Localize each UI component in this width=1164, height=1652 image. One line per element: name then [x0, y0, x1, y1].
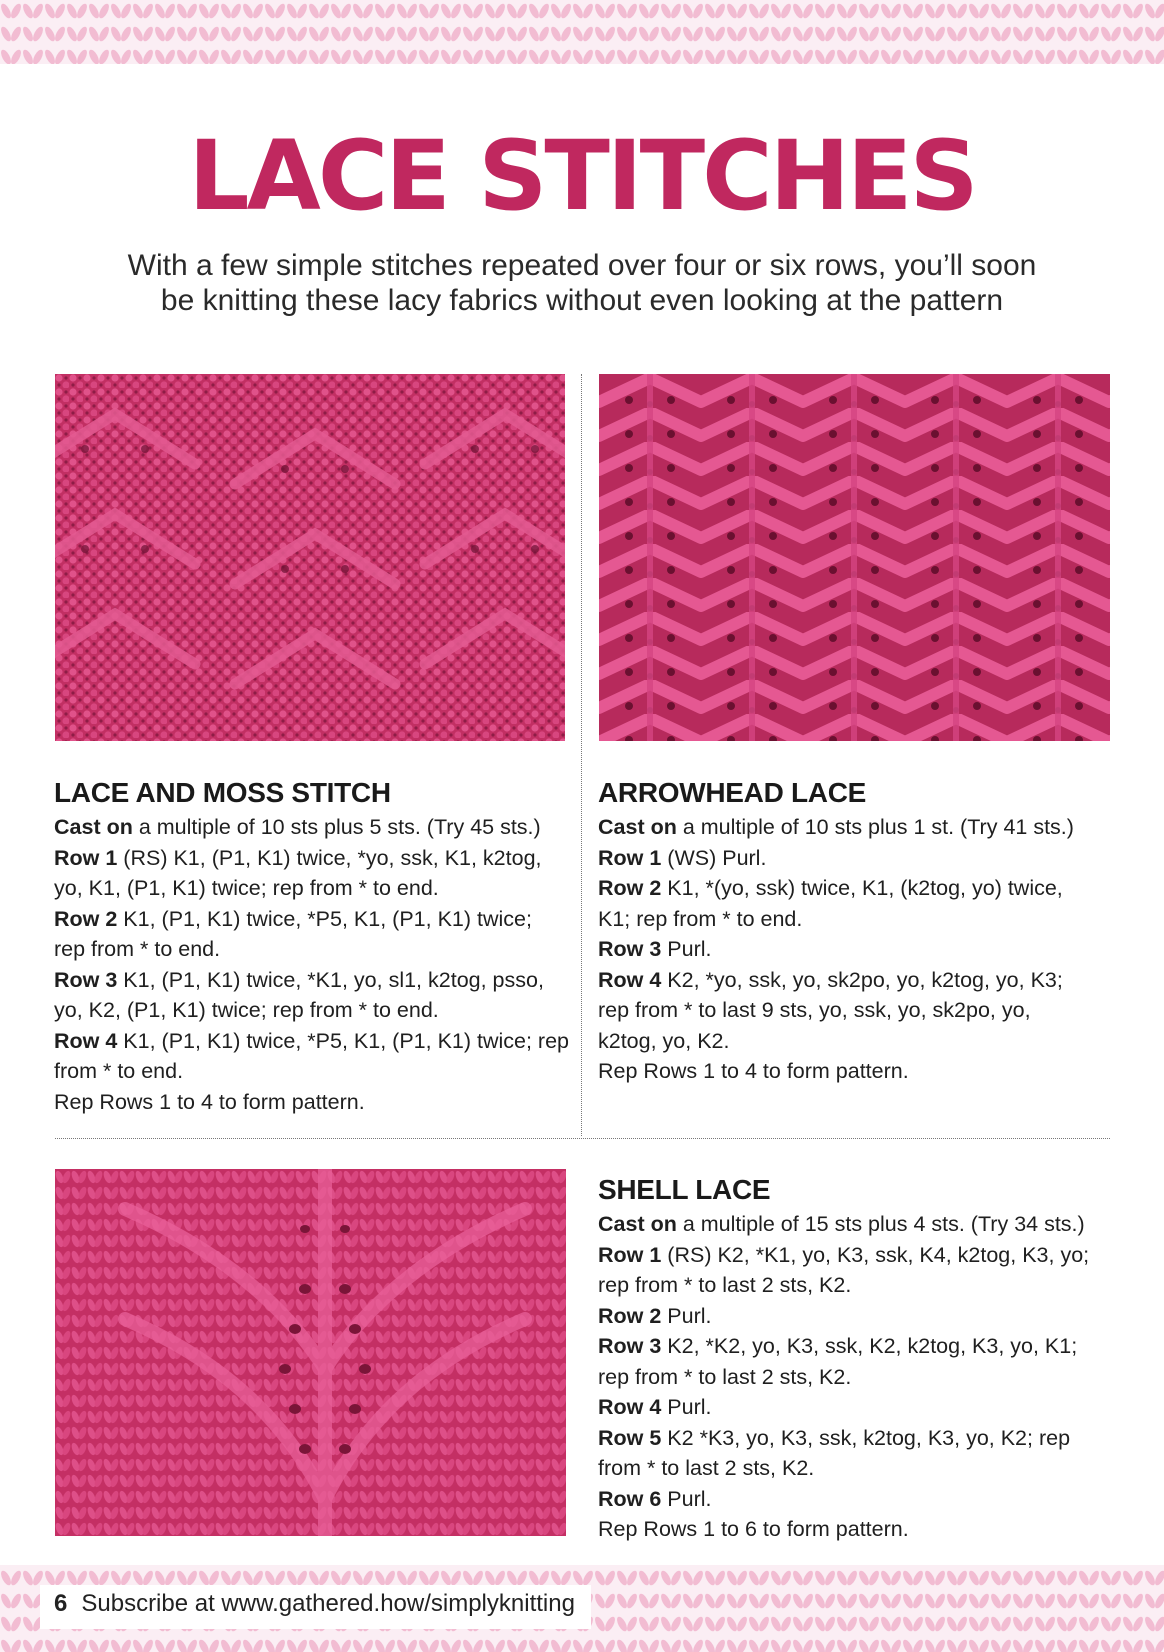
horizontal-dotted-divider: [55, 1138, 1110, 1139]
instruction-text: K2 *K3, yo, K3, ssk, k2tog, K3, yo, K2; rep: [661, 1425, 1071, 1450]
instruction-label: Row 4: [598, 1395, 662, 1419]
instruction-label: Row 1: [598, 845, 662, 870]
instruction-text: a multiple of 10 sts plus 5 sts. (Try 45 sts.): [132, 815, 541, 839]
instruction-lines: [598, 812, 1118, 1087]
intro-text: [80, 248, 1084, 318]
instruction-text: K1; rep from * to end.: [598, 906, 803, 931]
instruction-text: Purl.: [661, 937, 712, 961]
instruction-line: [598, 1423, 1118, 1454]
instruction-label: Row 1: [54, 845, 118, 870]
instruction-line: [54, 965, 574, 996]
instruction-label: Row 3: [598, 1334, 662, 1358]
instruction-line: [598, 1484, 1118, 1515]
instruction-text: K1, (P1, K1) twice, *P5, K1, (P1, K1) twice; rep: [117, 1028, 570, 1053]
instruction-line: [598, 1270, 1118, 1301]
instruction-text: rep from * to end.: [54, 937, 221, 961]
page-title: LACE STITCHES: [188, 120, 976, 232]
instruction-label: Row 3: [54, 967, 118, 992]
instruction-line: [598, 812, 1118, 843]
section-heading: LACE AND MOSS STITCH: [54, 777, 391, 808]
arrowhead-lace-instructions: [598, 776, 1118, 1087]
knitted-swatch-image: [599, 374, 1110, 741]
instruction-line: [54, 904, 574, 935]
instruction-line: [598, 1514, 1118, 1545]
instruction-label: Row 1: [598, 1242, 662, 1267]
lace-and-moss-instructions: [54, 776, 574, 1117]
instruction-label: Row 2: [54, 906, 118, 931]
instruction-text: a multiple of 15 sts plus 4 sts. (Try 34 sts.): [676, 1212, 1085, 1236]
instruction-line: [598, 934, 1118, 965]
page-number: 6: [54, 1590, 68, 1617]
intro-line-1: With a few simple stitches repeated over four or six rows, you’ll soon: [127, 249, 1037, 282]
instruction-label: Row 2: [598, 876, 662, 900]
vertical-dotted-divider: [581, 374, 582, 1136]
intro-line-2: be knitting these lacy fabrics without even looking at the pattern: [160, 284, 1004, 317]
instruction-text: Purl.: [661, 1486, 712, 1511]
instruction-line: [598, 1392, 1118, 1423]
instruction-text: k2tog, yo, K2.: [598, 1028, 730, 1053]
instruction-label: Row 2: [598, 1303, 662, 1328]
instruction-text: (RS) K1, (P1, K1) twice, *yo, ssk, K1, k2tog,: [117, 845, 542, 870]
instruction-line: [54, 1087, 574, 1118]
instruction-line: [598, 873, 1118, 904]
knit-pattern-top-border: [0, 0, 1164, 64]
instruction-label: Cast on: [598, 1212, 677, 1236]
section-heading: ARROWHEAD LACE: [598, 777, 867, 808]
instruction-text: rep from * to last 2 sts, K2.: [598, 1364, 852, 1389]
instruction-line: [598, 1331, 1118, 1362]
instruction-line: [598, 965, 1118, 996]
instruction-line: [598, 843, 1118, 874]
instruction-line: [598, 1056, 1118, 1087]
instruction-line: [598, 995, 1118, 1026]
instruction-line: [598, 1301, 1118, 1332]
instruction-text: Rep Rows 1 to 6 to form pattern.: [598, 1517, 909, 1541]
knitted-swatch-image: [55, 374, 565, 741]
instruction-line: [598, 1453, 1118, 1484]
instruction-line: [54, 843, 574, 874]
shell-lace-swatch-photo: [55, 1169, 566, 1536]
arrowhead-lace-swatch-photo: [599, 374, 1110, 741]
instruction-text: rep from * to last 2 sts, K2.: [598, 1273, 852, 1297]
instruction-line: [54, 934, 574, 965]
instruction-text: a multiple of 10 sts plus 1 st. (Try 41 sts.): [676, 815, 1074, 839]
instruction-text: yo, K1, (P1, K1) twice; rep from * to end.: [54, 876, 439, 900]
instruction-text: (RS) K2, *K1, yo, K3, ssk, K4, k2tog, K3, yo;: [661, 1242, 1090, 1267]
instruction-label: Row 4: [598, 967, 662, 992]
instruction-line: [598, 1026, 1118, 1057]
instruction-line: [598, 1209, 1118, 1240]
section-heading: SHELL LACE: [598, 1174, 771, 1205]
instruction-text: Rep Rows 1 to 4 to form pattern.: [54, 1089, 365, 1114]
instruction-text: Rep Rows 1 to 4 to form pattern.: [598, 1059, 909, 1083]
instruction-text: yo, K2, (P1, K1) twice; rep from * to end.: [54, 998, 439, 1022]
instruction-line: [54, 1026, 574, 1057]
instruction-text: Purl.: [661, 1395, 712, 1419]
shell-lace-instructions: [598, 1173, 1118, 1545]
instruction-label: Row 6: [598, 1486, 662, 1511]
instruction-lines: [54, 812, 574, 1117]
instruction-text: from * to end.: [54, 1059, 184, 1083]
instruction-text: K1, (P1, K1) twice, *K1, yo, sl1, k2tog, psso,: [117, 967, 544, 992]
instruction-label: Row 5: [598, 1425, 662, 1450]
knit-motif-top: [0, 0, 1164, 64]
instruction-line: [54, 873, 574, 904]
instruction-line: [54, 812, 574, 843]
instruction-text: K2, *yo, ssk, yo, sk2po, yo, k2tog, yo, K3;: [661, 967, 1063, 992]
instruction-label: Row 3: [598, 937, 662, 961]
instruction-text: K1, *(yo, ssk) twice, K1, (k2tog, yo) twice,: [661, 876, 1063, 900]
instruction-line: [598, 1240, 1118, 1271]
instruction-line: [598, 904, 1118, 935]
instruction-line: [598, 1362, 1118, 1393]
instruction-line: [54, 995, 574, 1026]
instruction-label: Cast on: [54, 815, 133, 839]
instruction-label: Row 4: [54, 1028, 118, 1053]
instruction-label: Cast on: [598, 815, 677, 839]
instruction-text: rep from * to last 9 sts, yo, ssk, yo, sk2po, yo,: [598, 998, 1031, 1022]
instruction-text: Purl.: [661, 1303, 712, 1328]
lace-and-moss-swatch-photo: [55, 374, 565, 741]
knitted-swatch-image: [55, 1169, 566, 1536]
instruction-text: K2, *K2, yo, K3, ssk, K2, k2tog, K3, yo, K1;: [661, 1334, 1078, 1358]
instruction-text: (WS) Purl.: [661, 845, 767, 870]
instruction-lines: [598, 1209, 1118, 1545]
page-footer: [40, 1585, 591, 1629]
instruction-line: [54, 1056, 574, 1087]
subscribe-link[interactable]: Subscribe at www.gathered.how/simplyknitting: [81, 1590, 575, 1617]
instruction-text: K1, (P1, K1) twice, *P5, K1, (P1, K1) twice;: [117, 906, 532, 931]
instruction-text: from * to last 2 sts, K2.: [598, 1456, 815, 1480]
